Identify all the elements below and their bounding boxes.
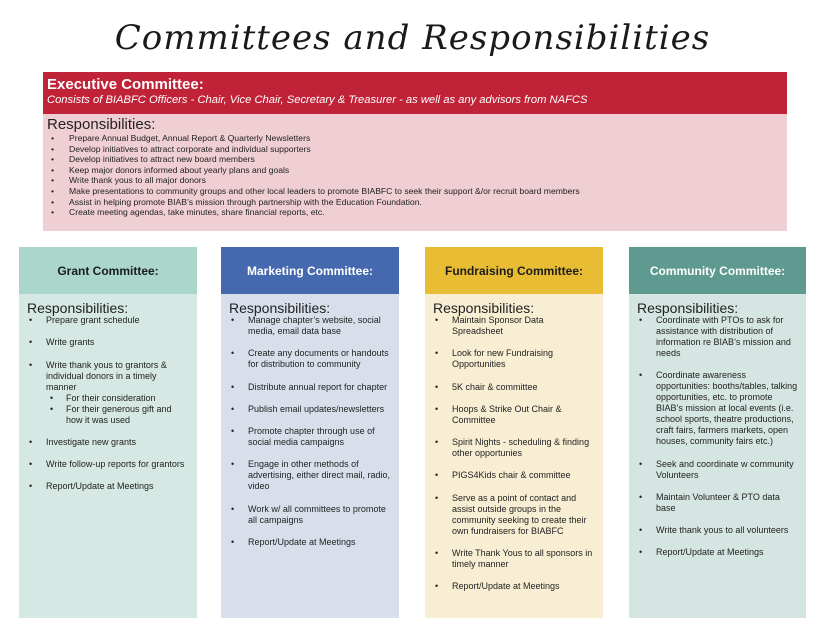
list-item: • Report/Update at Meetings	[656, 547, 798, 558]
marketing-responsibilities-list	[229, 315, 391, 548]
list-item: • Write Thank Yous to all sponsors in timely manner	[452, 548, 595, 570]
list-item: • Seek and coordinate w community Volunteers	[656, 459, 798, 481]
list-item-text: Report/Update at Meetings	[46, 481, 154, 492]
community-committee-header: Community Committee:	[629, 247, 806, 294]
fundraising-committee-body	[425, 294, 603, 618]
community-committee-card	[629, 247, 806, 618]
grant-committee-body	[19, 294, 197, 618]
community-committee-body	[629, 294, 806, 618]
list-item: • Distribute annual report for chapter	[248, 382, 391, 393]
list-item-text: Write grants	[46, 337, 95, 348]
sub-list-item: • For their consideration	[66, 393, 189, 404]
sub-list-item: • For their generous gift and how it was used	[66, 404, 189, 426]
list-item	[46, 315, 189, 326]
list-item: • Promote chapter through use of social media campaigns	[248, 426, 391, 448]
list-item: • Publish email updates/newsletters	[248, 404, 391, 415]
list-item: • Keep major donors informed about yearly plans and goals	[66, 165, 783, 176]
executive-committee-header	[43, 72, 787, 114]
list-item	[46, 437, 189, 448]
list-item: • Hoops & Strike Out Chair & Committee	[452, 404, 595, 426]
list-item: • Spirit Nights - scheduling & finding other opportunies	[452, 437, 595, 459]
list-item: • Assist in helping promote BIAB’s mission through partnership with the Education Foundation.	[66, 197, 783, 208]
list-item: • Create meeting agendas, take minutes, share financial reports, etc.	[66, 207, 783, 218]
list-item: • 5K chair & committee	[452, 382, 595, 393]
executive-committee-description: Consists of BIABFC Officers - Chair, Vice Chair, Secretary & Treasurer - as well as any advisors from NAFCS	[47, 94, 588, 106]
responsibilities-label: Responsibilities:	[637, 300, 739, 316]
list-item: • Develop initiatives to attract corporate and individual supporters	[66, 144, 783, 155]
list-item	[46, 360, 189, 426]
fundraising-responsibilities-list	[433, 315, 595, 592]
grant-committee-header: Grant Committee:	[19, 247, 197, 294]
list-item	[46, 459, 189, 470]
list-item: • Report/Update at Meetings	[452, 581, 595, 592]
list-item: • Coordinate awareness opportunities: booths/tables, talking opportunities, etc. to promote BIAB’s mission at local events (i.e. school sports, theatre productions, craft fairs, farmers markets, open houses, community fairs etc.)	[656, 370, 798, 447]
responsibilities-label: Responsibilities:	[47, 116, 156, 133]
list-item: • Serve as a point of contact and assist outside groups in the community seeking to create their own fundraisers for BIABFC	[452, 493, 595, 537]
list-item	[46, 337, 189, 348]
page-title: Committees and Responsibilities	[114, 18, 711, 58]
marketing-committee-body	[221, 294, 399, 618]
fundraising-committee-card	[425, 247, 603, 618]
executive-responsibilities-list	[47, 133, 783, 218]
list-item: • Report/Update at Meetings	[248, 537, 391, 548]
list-item-text: Prepare grant schedule	[46, 315, 140, 325]
responsibilities-label: Responsibilities:	[27, 300, 129, 316]
executive-committee-name: Executive Committee:	[47, 76, 204, 93]
grant-committee-card	[19, 247, 197, 618]
list-item: • Engage in other methods of advertising, either direct mail, radio, video	[248, 459, 391, 492]
list-item: • Maintain Volunteer & PTO data base	[656, 492, 798, 514]
marketing-committee-header: Marketing Committee:	[221, 247, 399, 294]
list-item: • Create any documents or handouts for distribution to community	[248, 348, 391, 370]
list-item-text: Write thank yous to grantors & individual donors in a timely manner	[46, 359, 167, 392]
list-item: • Maintain Sponsor Data Spreadsheet	[452, 315, 595, 337]
list-item: • Write thank yous to all volunteers	[656, 525, 798, 536]
list-item: • Develop initiatives to attract new board members	[66, 154, 783, 165]
sub-list	[46, 393, 189, 426]
list-item: • Work w/ all committees to promote all campaigns	[248, 504, 391, 526]
executive-committee-body	[43, 114, 787, 231]
marketing-committee-card	[221, 247, 399, 618]
list-item: • Write thank yous to all major donors	[66, 175, 783, 186]
responsibilities-label: Responsibilities:	[229, 300, 331, 316]
community-responsibilities-list	[637, 315, 798, 558]
responsibilities-label: Responsibilities:	[433, 300, 535, 316]
list-item: • Prepare Annual Budget, Annual Report & Quarterly Newsletters	[66, 133, 783, 144]
list-item-text: Investigate new grants	[46, 436, 137, 447]
executive-committee	[43, 72, 787, 231]
grant-responsibilities-list	[27, 315, 189, 492]
list-item-text: Write follow-up reports for grantors	[46, 459, 185, 470]
list-item	[46, 481, 189, 492]
fundraising-committee-header: Fundraising Committee:	[425, 247, 603, 294]
list-item: • Coordinate with PTOs to ask for assistance with distribution of information re BIAB’s mission and needs	[656, 315, 798, 359]
list-item: • Make presentations to community groups and other local leaders to promote BIABFC to seek their support &/or recruit board members	[66, 186, 783, 197]
list-item: • Manage chapter’s website, social media, email data base	[248, 315, 391, 337]
list-item: • Look for new Fundraising Opportunities	[452, 348, 595, 370]
list-item: • PIGS4Kids chair & committee	[452, 470, 595, 481]
